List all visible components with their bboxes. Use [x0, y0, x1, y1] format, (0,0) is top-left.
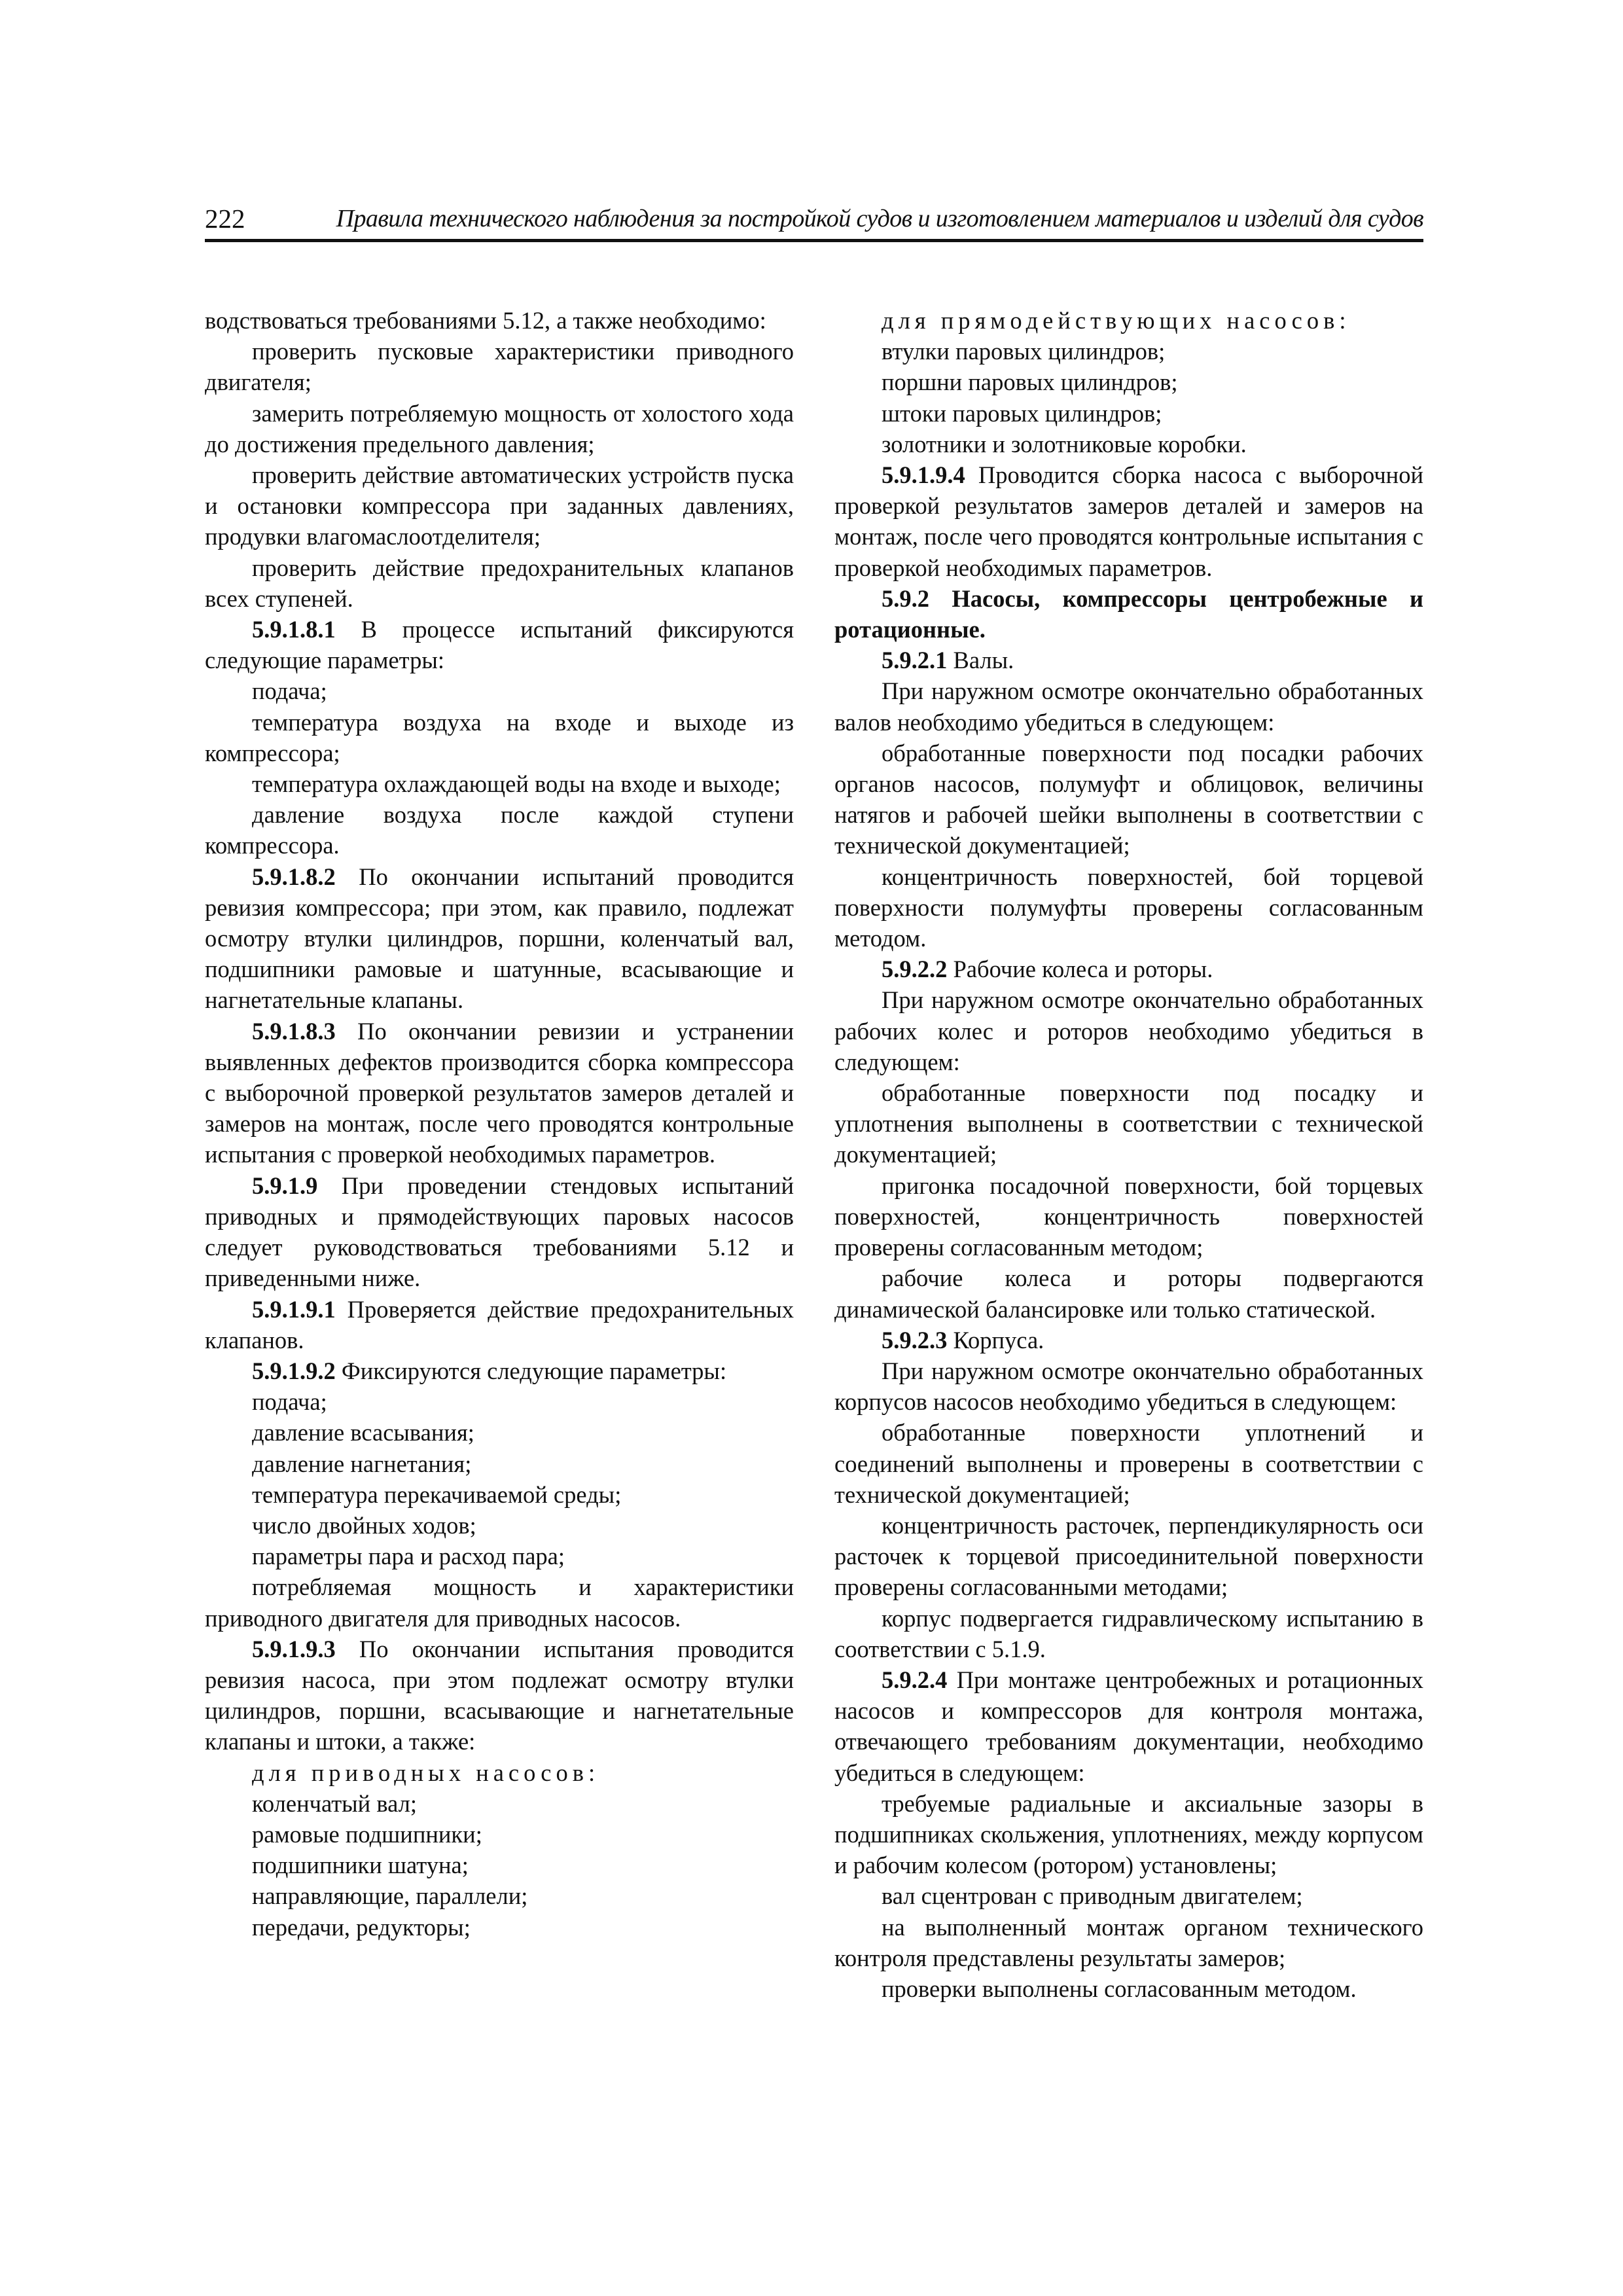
paragraph [205, 1355, 794, 1386]
right-text-column [834, 305, 1423, 2004]
paragraph [205, 675, 794, 706]
clause-number: 5.9.2.4 [882, 1666, 948, 1693]
paragraph-text: для прямодействующих насосов: [882, 307, 1351, 334]
paragraph-text: штоки паровых цилиндров; [882, 399, 1162, 427]
paragraph-text: давление воздуха после каждой ступени компрессора. [205, 801, 794, 859]
clause-number: 5.9.1.8.1 [252, 616, 336, 643]
paragraph-text: водствоваться требованиями 5.12, а также необходимо: [205, 307, 766, 334]
paragraph [205, 1912, 794, 1943]
paragraph-text: Проверяется действие предохранительных клапанов. [205, 1295, 794, 1354]
paragraph-text: проверить пусковые характеристики приводного двигателя; [205, 338, 794, 396]
running-title: Правила технического наблюдения за постройкой судов и изготовлением материалов и изделий для судов [336, 205, 1423, 232]
clause-number: 5.9.1.9.3 [252, 1635, 336, 1662]
paragraph [834, 367, 1423, 397]
paragraph-text: направляющие, параллели; [252, 1882, 528, 1910]
paragraph-text: температура охлаждающей воды на входе и выходе; [252, 770, 781, 798]
paragraph-text: температура перекачиваемой среды; [252, 1480, 622, 1508]
clause-number: 5.9.1.9.4 [882, 461, 965, 489]
paragraph [205, 398, 794, 459]
paragraph-text: В процессе испытаний фиксируются следующие параметры: [205, 616, 794, 674]
page-number: 222 [205, 204, 245, 234]
paragraph [834, 1788, 1423, 1881]
paragraph [205, 1016, 794, 1170]
paragraph-text: поршни паровых цилиндров; [882, 368, 1178, 396]
paragraph [205, 1634, 794, 1757]
paragraph-text: проверки выполнены согласованным методом. [882, 1975, 1357, 2002]
paragraph-text: рамовые подшипники; [252, 1820, 482, 1848]
paragraph [205, 459, 794, 552]
paragraph [205, 799, 794, 861]
paragraph [834, 984, 1423, 1077]
clause-number: 5.9.2.2 [882, 956, 948, 983]
paragraph [834, 336, 1423, 367]
paragraph [205, 1757, 794, 1788]
paragraph-text: По окончании испытания проводится ревизия насоса, при этом подлежат осмотру втулки цилиндров, поршни, всасывающие и нагнетательные клапаны и штоки, а также: [205, 1635, 794, 1755]
paragraph-text: температура воздуха на входе и выходе из компрессора; [205, 708, 794, 766]
paragraph [834, 1170, 1423, 1263]
paragraph-text: передачи, редукторы; [252, 1913, 471, 1941]
page-header [205, 200, 1423, 238]
paragraph-text: концентричность расточек, перпендикулярность оси расточек к торцевой присоединительной поверхности проверены согласованными методами; [834, 1511, 1423, 1601]
paragraph-text: на выполненный монтаж органом технического контроля представлены результаты замеров; [834, 1913, 1423, 1971]
paragraph-text: требуемые радиальные и аксиальные зазоры в подшипниках скольжения, уплотнениях, между корпусом и рабочим колесом (ротором) установлены; [834, 1789, 1423, 1879]
paragraph [205, 1294, 794, 1355]
paragraph [205, 1386, 794, 1417]
paragraph [834, 645, 1423, 675]
paragraph [834, 1664, 1423, 1788]
paragraph-text: вал сцентрован с приводным двигателем; [882, 1882, 1303, 1910]
paragraph [205, 768, 794, 799]
paragraph-text: золотники и золотниковые коробки. [882, 430, 1247, 457]
paragraph [834, 1973, 1423, 2004]
paragraph-text: коленчатый вал; [252, 1789, 417, 1817]
paragraph [205, 336, 794, 397]
paragraph-text: пригонка посадочной поверхности, бой торцевых поверхностей, концентричность поверхностей проверены согласованным методом; [834, 1172, 1423, 1261]
paragraph [205, 1880, 794, 1911]
paragraph [205, 1571, 794, 1633]
paragraph [205, 1170, 794, 1294]
clause-number: 5.9.2.3 [882, 1326, 948, 1354]
paragraph [834, 1077, 1423, 1170]
paragraph [834, 1603, 1423, 1664]
paragraph [834, 1263, 1423, 1324]
paragraph [834, 1880, 1423, 1911]
paragraph [834, 305, 1423, 336]
paragraph-text: замерить потребляемую мощность от холостого хода до достижения предельного давления; [205, 399, 794, 457]
paragraph-text: давление всасывания; [252, 1419, 474, 1446]
paragraph [205, 614, 794, 675]
paragraph-text: для приводных насосов: [252, 1759, 600, 1786]
paragraph [834, 1325, 1423, 1355]
paragraph [205, 1788, 794, 1819]
paragraph [834, 429, 1423, 459]
paragraph [205, 1448, 794, 1479]
paragraph-text: Рабочие колеса и роторы. [947, 956, 1213, 983]
paragraph-text: обработанные поверхности под посадку и уплотнения выполнены в соответствии с технической документацией; [834, 1079, 1423, 1168]
clause-number: 5.9.1.8.3 [252, 1017, 336, 1045]
paragraph [834, 583, 1423, 645]
paragraph-text: Проводится сборка насоса с выборочной проверкой результатов замеров деталей и замеров на монтаж, после чего проводятся контрольные испытания с проверкой необходимых параметров. [834, 461, 1423, 581]
paragraph-text: При проведении стендовых испытаний приводных и прямодействующих паровых насосов следует руководствоваться требованиями 5.12 и приведенными ниже. [205, 1172, 794, 1292]
paragraph-text: обработанные поверхности уплотнений и соединений выполнены и проверены в соответствии с технической документацией; [834, 1419, 1423, 1508]
paragraph-text: обработанные поверхности под посадки рабочих органов насосов, полумуфт и облицовок, величины натягов и рабочей шейки выполнены в соответствии с технической документацией; [834, 739, 1423, 859]
paragraph-text: При наружном осмотре окончательно обработанных валов необходимо убедиться в следующем: [834, 677, 1423, 736]
paragraph-text: проверить действие автоматических устройств пуска и остановки компрессора при заданных давлениях, продувки влагомаслоотделителя; [205, 461, 794, 550]
paragraph [205, 305, 794, 336]
paragraph [834, 1417, 1423, 1510]
paragraph-text: Корпуса. [947, 1326, 1044, 1354]
paragraph-text: рабочие колеса и роторы подвергаются динамической балансировке или только статической. [834, 1265, 1423, 1323]
paragraph-text: По окончании испытаний проводится ревизия компрессора; при этом, как правило, подлежат осмотру втулки цилиндров, поршни, коленчатый вал, подшипники рамовые и шатунные, всасывающие и нагнетательные клапаны. [205, 863, 794, 1014]
paragraph [205, 552, 794, 614]
paragraph [205, 1510, 794, 1541]
paragraph [834, 1510, 1423, 1603]
paragraph-text: подшипники шатуна; [252, 1852, 469, 1879]
left-text-column [205, 305, 794, 1943]
paragraph [834, 1355, 1423, 1417]
paragraph-text: корпус подвергается гидравлическому испытанию в соответствии с 5.1.9. [834, 1604, 1423, 1662]
paragraph-text: проверить действие предохранительных клапанов всех ступеней. [205, 554, 794, 612]
paragraph-text: По окончании ревизии и устранении выявленных дефектов производится сборка компрессора с выборочной проверкой результатов замеров деталей и замеров на монтаж, после чего проводятся контрольные испытания с проверкой необходимых параметров. [205, 1017, 794, 1168]
paragraph-text: концентричность поверхностей, бой торцевой поверхности полумуфты проверены согласованным методом. [834, 863, 1423, 952]
paragraph [834, 398, 1423, 429]
paragraph [834, 954, 1423, 984]
paragraph [834, 738, 1423, 861]
clause-number: 5.9.2 Насосы, компрессоры центробежные и ротационные. [834, 584, 1423, 643]
paragraph [205, 861, 794, 1016]
paragraph-text: Фиксируются следующие параметры: [335, 1357, 727, 1384]
paragraph-text: число двойных ходов; [252, 1511, 476, 1539]
paragraph-text: параметры пара и расход пара; [252, 1543, 565, 1570]
paragraph-text: При наружном осмотре окончательно обработанных корпусов насосов необходимо убедиться в следующем: [834, 1357, 1423, 1416]
clause-number: 5.9.2.1 [882, 647, 948, 674]
paragraph [205, 1417, 794, 1448]
paragraph [205, 1819, 794, 1850]
paragraph [834, 459, 1423, 583]
paragraph-text: потребляемая мощность и характеристики приводного двигателя для приводных насосов. [205, 1573, 794, 1632]
paragraph-text: При наружном осмотре окончательно обработанных рабочих колес и роторов необходимо убедиться в следующем: [834, 986, 1423, 1075]
paragraph-text: подача; [252, 677, 327, 705]
clause-number: 5.9.1.9.2 [252, 1357, 336, 1384]
paragraph-text: втулки паровых цилиндров; [882, 338, 1166, 365]
paragraph [205, 1479, 794, 1510]
clause-number: 5.9.1.8.2 [252, 863, 336, 890]
paragraph-text: давление нагнетания; [252, 1450, 472, 1477]
clause-number: 5.9.1.9 [252, 1172, 318, 1199]
paragraph [834, 675, 1423, 737]
paragraph-text: При монтаже центробежных и ротационных насосов и компрессоров для контроля монтажа, отвечающего требованиям документации, необходимо убедиться в следующем: [834, 1666, 1423, 1786]
paragraph-text: Валы. [947, 647, 1014, 674]
paragraph [205, 1850, 794, 1880]
paragraph [834, 861, 1423, 954]
header-rule [205, 239, 1423, 242]
paragraph [834, 1912, 1423, 1973]
paragraph [205, 1541, 794, 1571]
paragraph-text: подача; [252, 1388, 327, 1416]
clause-number: 5.9.1.9.1 [252, 1295, 336, 1323]
paragraph [205, 707, 794, 768]
